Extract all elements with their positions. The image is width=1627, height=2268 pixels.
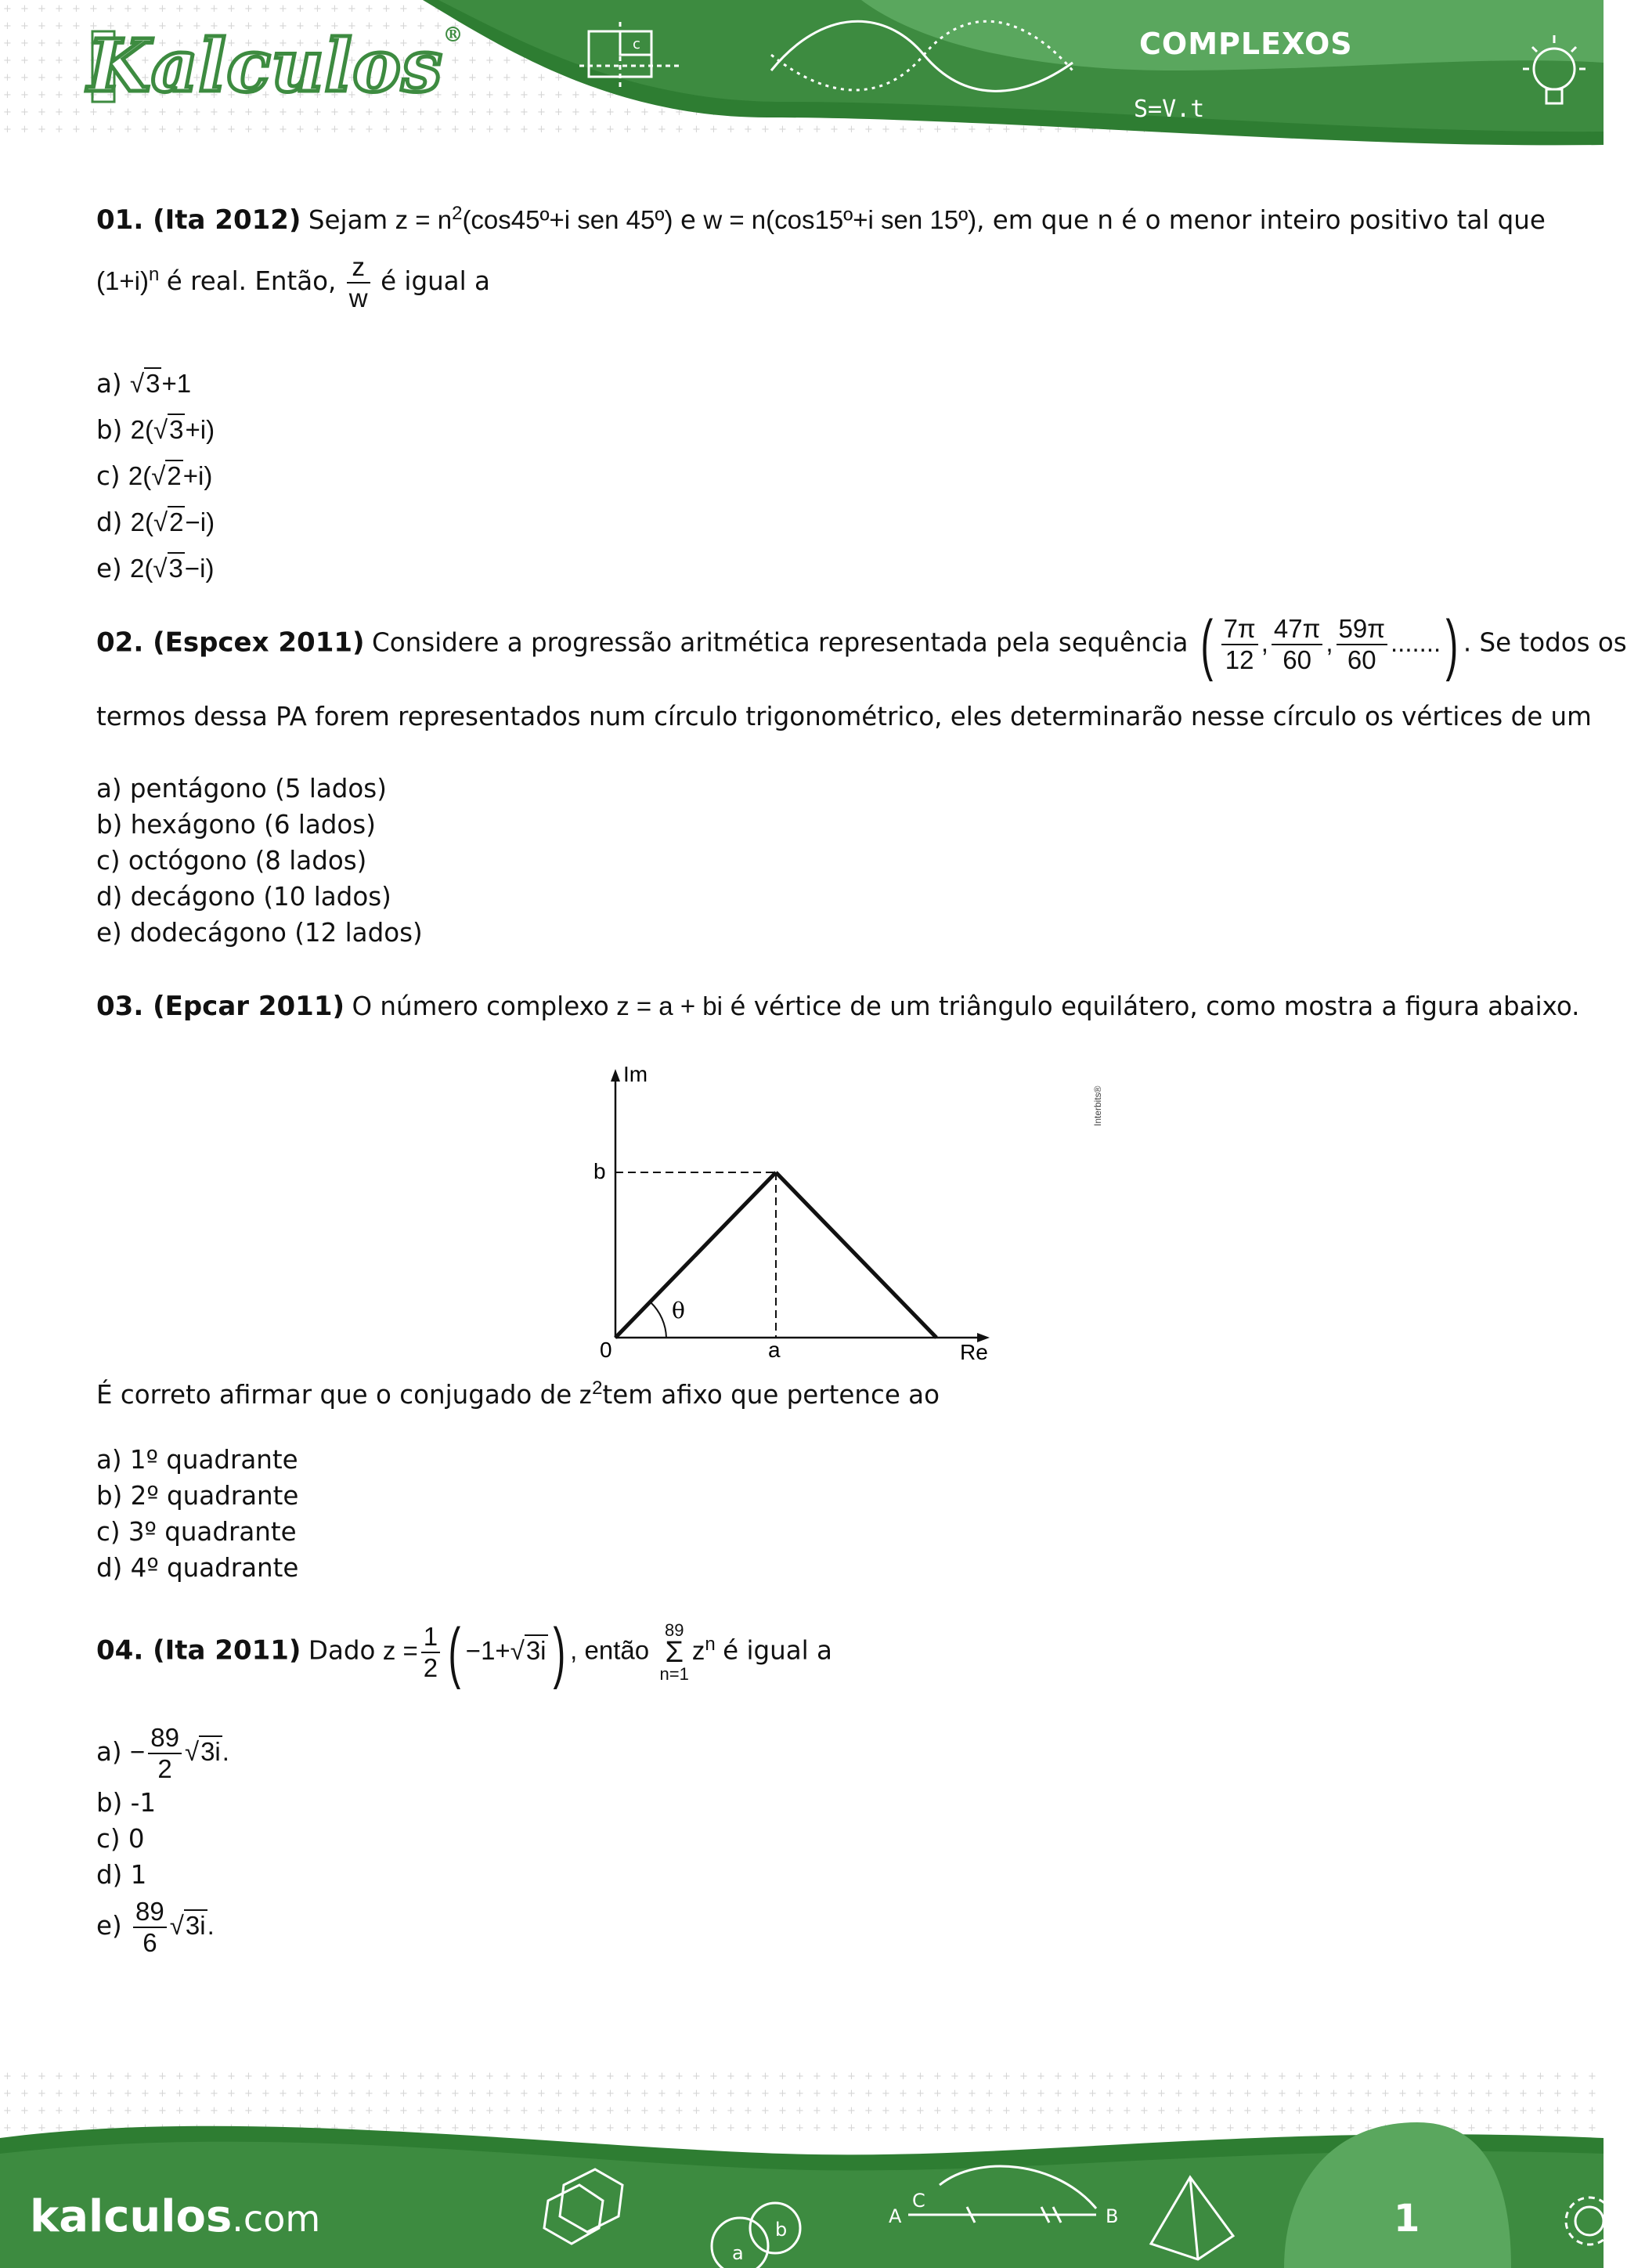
page-footer xyxy=(0,2068,1604,2268)
svg-text:c: c xyxy=(633,36,640,52)
point-c-label: C xyxy=(912,2190,925,2212)
q4-option-d[interactable]: d) 1 xyxy=(96,1860,147,1890)
question-1-title: 01. (Ita 2012) xyxy=(96,204,301,236)
q1-math-z: $z = n^2(\cos 45º+i$ sen 45º) xyxy=(395,203,673,234)
q1-option-d[interactable]: d) 2(√2−i) xyxy=(96,507,215,537)
q4-math-z: z = $\frac{1}{2}$ ( −1+√3i) xyxy=(382,1615,565,1690)
theta-label: θ xyxy=(672,1298,685,1324)
b-label: b xyxy=(593,1159,606,1183)
q4-text-3: é igual a xyxy=(723,1635,832,1666)
q2-text-2: . Se todos os xyxy=(1463,627,1627,658)
complex-plane-figure xyxy=(576,1060,1117,1364)
q2-option-a[interactable]: a) pentágono (5 lados) xyxy=(96,774,387,804)
theta-arc xyxy=(651,1302,666,1338)
q2-frac-3: $\frac{59\pi}{60}$ xyxy=(1337,614,1387,675)
footer-site-link[interactable]: kalculos.com xyxy=(30,2191,321,2242)
q1-option-b[interactable]: b) 2(√3+i) xyxy=(96,415,215,445)
question-2-options xyxy=(96,771,423,951)
q4-option-e[interactable]: e) $\frac{89}{6}$ √3i. xyxy=(96,1897,215,1958)
q1-text-2: e xyxy=(680,205,696,235)
re-label: Re xyxy=(960,1340,988,1364)
q3-stmt-text-2: tem afixo que pertence ao xyxy=(602,1380,940,1410)
question-4-options xyxy=(96,1719,229,1959)
figure-credit: Interbits® xyxy=(1092,1085,1103,1126)
q4-option-b[interactable]: b) -1 xyxy=(96,1788,157,1818)
question-2-statement-line-2: termos dessa PA forem representados num círculo trigonométrico, eles determinarão nesse círculo os vértices de um xyxy=(96,702,1592,731)
page-title: COMPLEXOS xyxy=(1139,27,1353,61)
q1-fraction-z-over-w: $\frac{z}{w}$ xyxy=(347,252,370,313)
logo: Kalculos® xyxy=(88,23,464,108)
im-axis-arrow xyxy=(611,1069,620,1082)
q1-math-power: $(1+i)^n$ xyxy=(96,263,160,295)
q1-text-3: , em que n é o menor inteiro positivo tal que xyxy=(976,205,1546,235)
question-3-question xyxy=(96,1371,940,1413)
triangle-side-left xyxy=(615,1172,776,1338)
question-4-statement xyxy=(96,1615,832,1690)
point-b-label: B xyxy=(1106,2205,1119,2227)
header-formula: S=V.t xyxy=(1134,96,1205,123)
question-3-statement xyxy=(96,988,1579,1024)
question-2-statement xyxy=(96,607,1627,682)
page-header xyxy=(0,0,1604,157)
point-a-label: A xyxy=(889,2205,902,2227)
question-1-options xyxy=(96,360,215,591)
q4-summation: 89 Σ n=1 xyxy=(659,1620,689,1684)
q4-text-2: , então xyxy=(570,1635,650,1665)
venn-label-a: a xyxy=(732,2242,744,2264)
q3-stmt-text-1: É correto afirmar que o conjugado de xyxy=(96,1380,572,1410)
q1-text-4: é real. Então, xyxy=(166,265,337,296)
q3-option-d[interactable]: d) 4º quadrante xyxy=(96,1553,299,1583)
q2-option-d[interactable]: d) decágono (10 lados) xyxy=(96,882,391,912)
q2-option-e[interactable]: e) dodecágono (12 lados) xyxy=(96,918,423,948)
q4-option-a[interactable]: a) − $\frac{89}{2}$ √3i. xyxy=(96,1723,229,1784)
triangle-side-right xyxy=(776,1172,936,1338)
question-2-title: 02. (Espcex 2011) xyxy=(96,627,365,659)
q4-option-c[interactable]: c) 0 xyxy=(96,1824,145,1854)
question-1-statement xyxy=(96,196,1546,238)
q3-option-a[interactable]: a) 1º quadrante xyxy=(96,1445,298,1475)
venn-label-b: b xyxy=(775,2219,788,2241)
q4-sum-term: $z^n$ xyxy=(691,1633,716,1665)
page-number: 1 xyxy=(1394,2197,1420,2241)
origin-label: 0 xyxy=(600,1338,612,1362)
q2-option-b[interactable]: b) hexágono (6 lados) xyxy=(96,810,376,840)
q4-text-1: Dado xyxy=(308,1635,376,1666)
q2-option-c[interactable]: c) octógono (8 lados) xyxy=(96,846,367,876)
q2-sequence: ( $\frac{7\pi}{12}$ , $\frac{47\pi}{60}$ , $\frac{59\pi}{60}$ .......) xyxy=(1200,607,1459,682)
q1-option-e[interactable]: e) 2(√3−i) xyxy=(96,554,215,583)
q3-text-1: O número complexo xyxy=(352,991,609,1021)
q3-math-z2: $z^2$ xyxy=(579,1378,603,1409)
q3-math-z: z = a + bi xyxy=(616,991,723,1020)
q3-option-c[interactable]: c) 3º quadrante xyxy=(96,1517,297,1547)
q1-math-w: w = n(cos15º+i sen 15º) xyxy=(703,205,977,234)
question-3-title: 03. (Epcar 2011) xyxy=(96,991,345,1022)
q1-text-1: Sejam xyxy=(308,205,388,235)
question-3-options xyxy=(96,1442,298,1586)
a-label: a xyxy=(768,1338,781,1362)
q1-option-a[interactable]: a) √3+1 xyxy=(96,369,192,399)
q2-frac-1: $\frac{7\pi}{12}$ xyxy=(1221,614,1258,675)
q1-option-c[interactable]: c) 2(√2+i) xyxy=(96,461,213,491)
im-label: Im xyxy=(623,1062,648,1086)
question-4-title: 04. (Ita 2011) xyxy=(96,1634,301,1667)
q2-text-1: Considere a progressão aritmética representada pela sequência xyxy=(372,627,1189,658)
question-1-statement-line-2 xyxy=(96,252,490,313)
q3-text-2: é vértice de um triângulo equilátero, como mostra a figura abaixo. xyxy=(730,991,1580,1021)
q1-text-5: é igual a xyxy=(381,265,490,296)
q2-frac-2: $\frac{47\pi}{60}$ xyxy=(1272,614,1322,675)
q3-option-b[interactable]: b) 2º quadrante xyxy=(96,1481,299,1511)
